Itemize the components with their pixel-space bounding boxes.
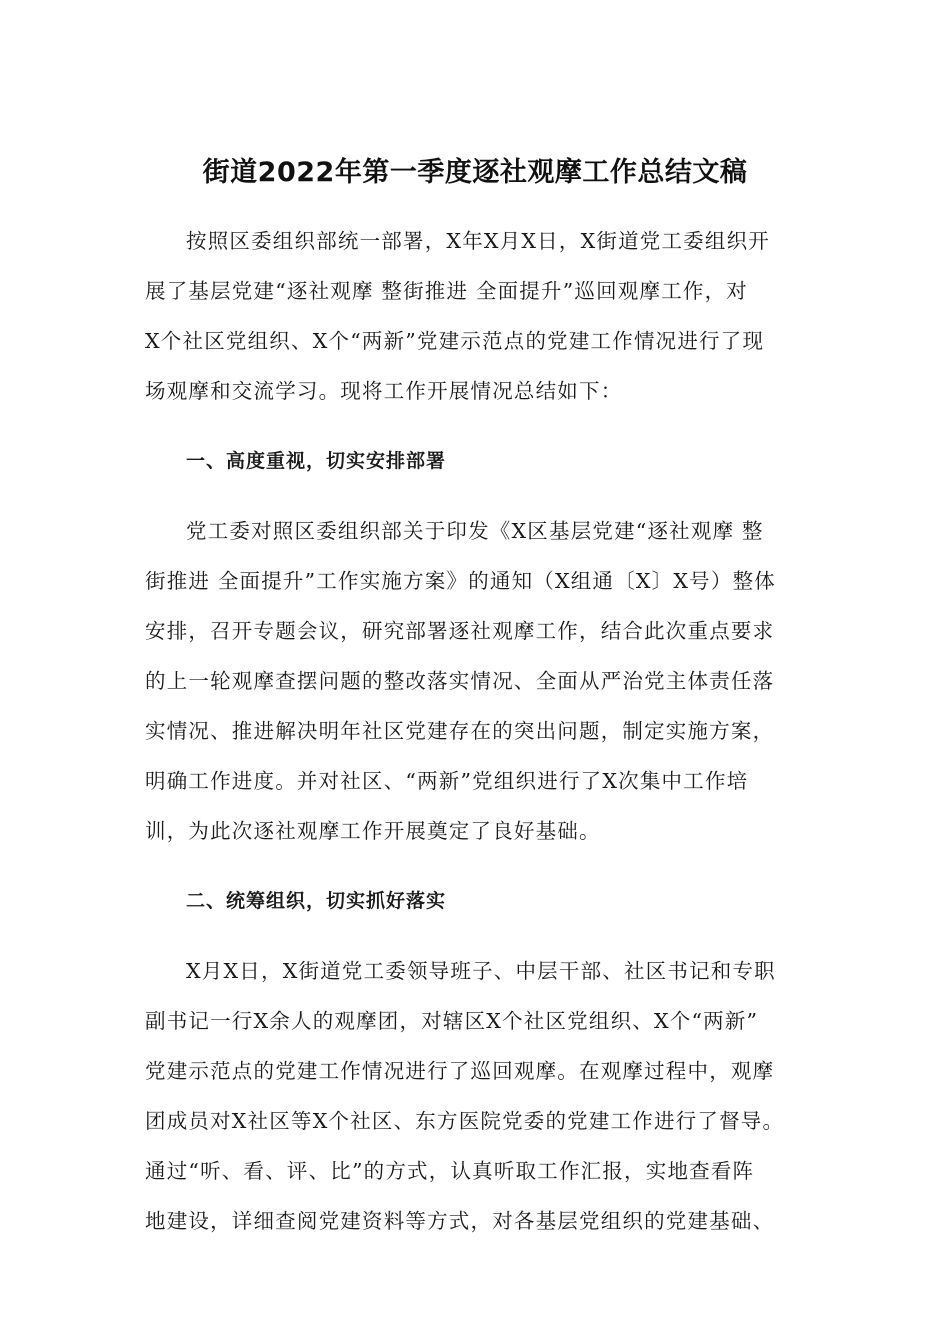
paragraph-line: 的上一轮观摩查摆问题的整改落实情况、全面从严治党主体责任落 — [145, 669, 775, 693]
paragraph-line: X月X日，X街道党工委领导班子、中层干部、社区书记和专职 — [186, 959, 776, 983]
section-spacer — [145, 486, 825, 506]
paragraph-line: 安排，召开专题会议，研究部署逐社观摩工作，结合此次重点要求 — [145, 619, 775, 643]
paragraph-line: 街推进 全面提升”工作实施方案》的通知（X组通〔X〕X号）整体 — [145, 569, 776, 593]
paragraph-section-1 — [145, 506, 825, 856]
paragraph-intro — [145, 216, 825, 416]
paragraph-line: 副书记一行X余人的观摩团，对辖区X个社区党组织、X个“两新” — [145, 1009, 759, 1033]
paragraph-line: 展了基层党建“逐社观摩 整街推进 全面提升”巡回观摩工作，对 — [145, 279, 748, 303]
paragraph-line: 场观摩和交流学习。现将工作开展情况总结如下： — [145, 379, 623, 403]
paragraph-line: 按照区委组织部统一部署，X年X月X日，X街道党工委组织开 — [186, 229, 770, 253]
paragraph-line: 党建示范点的党建工作情况进行了巡回观摩。在观摩过程中，观摩 — [145, 1059, 775, 1083]
paragraph-line: 党工委对照区委组织部关于印发《X区基层党建“逐社观摩 整 — [186, 519, 764, 543]
document-body — [145, 216, 825, 1246]
paragraph-line: 明确工作进度。并对社区、“两新”党组织进行了X次集中工作培 — [145, 769, 749, 793]
section-heading-2: 二、统筹组织，切实抓好落实 — [186, 890, 447, 912]
section-spacer — [145, 926, 825, 946]
paragraph-line: 通过“听、看、评、比”的方式，认真听取工作汇报，实地查看阵 — [145, 1159, 755, 1183]
paragraph-line: X个社区党组织、X个“两新”党建示范点的党建工作情况进行了现 — [145, 329, 765, 353]
paragraph-line: 地建设，详细查阅党建资料等方式，对各基层党组织的党建基础、 — [145, 1209, 775, 1233]
section-spacer — [145, 416, 825, 436]
paragraph-line: 训，为此次逐社观摩工作开展奠定了良好基础。 — [145, 819, 601, 843]
paragraph-line: 团成员对X社区等X个社区、东方医院党委的党建工作进行了督导。 — [145, 1109, 785, 1133]
paragraph-line: 实情况、推进解决明年社区党建存在的突出问题，制定实施方案， — [145, 719, 775, 743]
section-heading-1: 一、高度重视，切实安排部署 — [186, 450, 447, 472]
document-title: 街道2022年第一季度逐社观摩工作总结文稿 — [202, 157, 748, 188]
section-spacer — [145, 856, 825, 876]
paragraph-section-2 — [145, 946, 825, 1246]
